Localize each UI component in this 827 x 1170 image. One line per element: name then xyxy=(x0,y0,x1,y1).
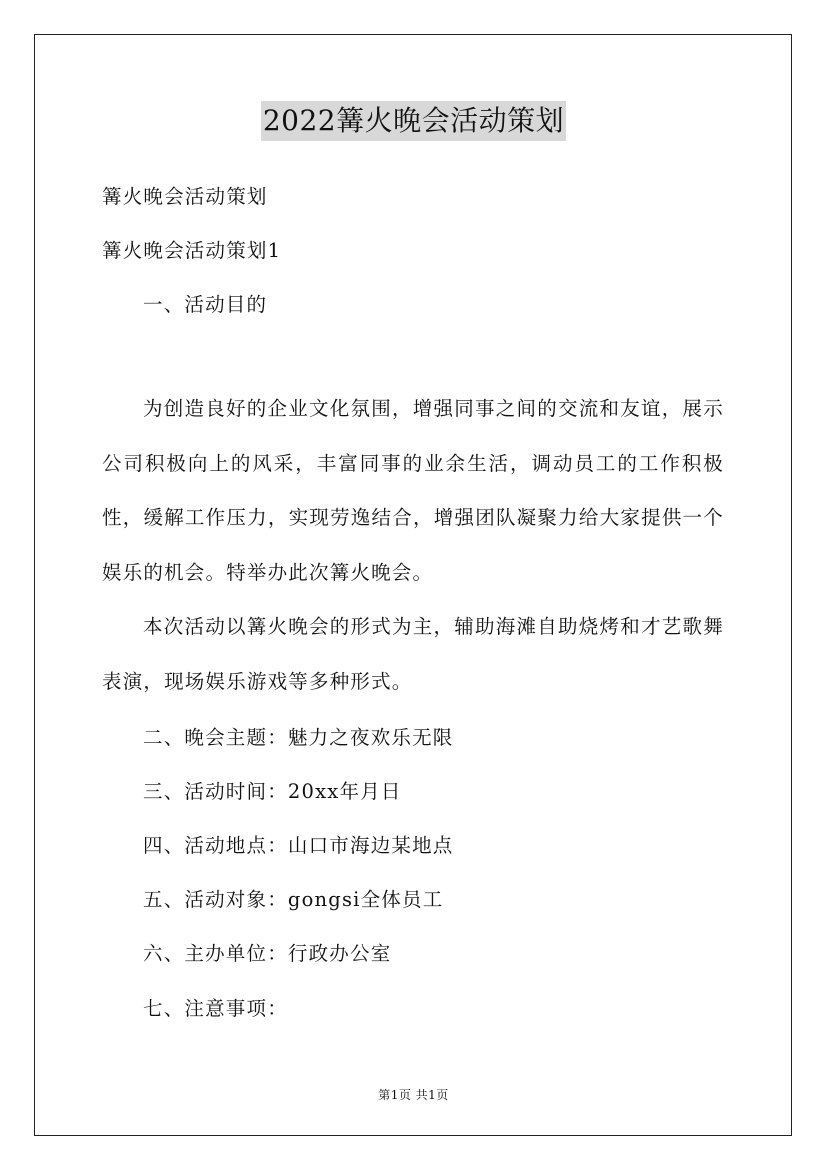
heading-line-2: 篝火晚会活动策划1 xyxy=(102,239,282,262)
section-location: 四、活动地点：山口市海边某地点 xyxy=(143,834,454,857)
paragraph-purpose: 为创造良好的企业文化氛围，增强同事之间的交流和友谊，展示公司积极向上的风采，丰富同事的业余生活，调动员工的工作积极性，缓解工作压力，实现劳逸结合，增强团队凝聚力给大家提供一个娱乐的机会。特举办此次篝火晚会。 xyxy=(102,397,724,584)
page-footer xyxy=(0,1086,827,1103)
section-notes: 七、注意事项： xyxy=(143,997,288,1020)
document-title: 2022篝火晚会活动策划 xyxy=(261,101,566,141)
document-title-wrapper xyxy=(0,101,827,141)
section-participants: 五、活动对象：gongsi全体员工 xyxy=(143,888,444,911)
paragraph-format: 本次活动以篝火晚会的形式为主，辅助海滩自助烧烤和才艺歌舞表演，现场娱乐游戏等多种形式。 xyxy=(102,615,724,693)
page-indicator: 第1页 共1页 xyxy=(378,1088,449,1102)
section-time: 三、活动时间：20xx年月日 xyxy=(143,780,402,803)
section-purpose: 一、活动目的 xyxy=(143,293,268,316)
section-theme: 二、晚会主题：魅力之夜欢乐无限 xyxy=(143,726,454,749)
heading-line-1: 篝火晚会活动策划 xyxy=(102,185,268,208)
section-organizer: 六、主办单位：行政办公室 xyxy=(143,942,392,965)
